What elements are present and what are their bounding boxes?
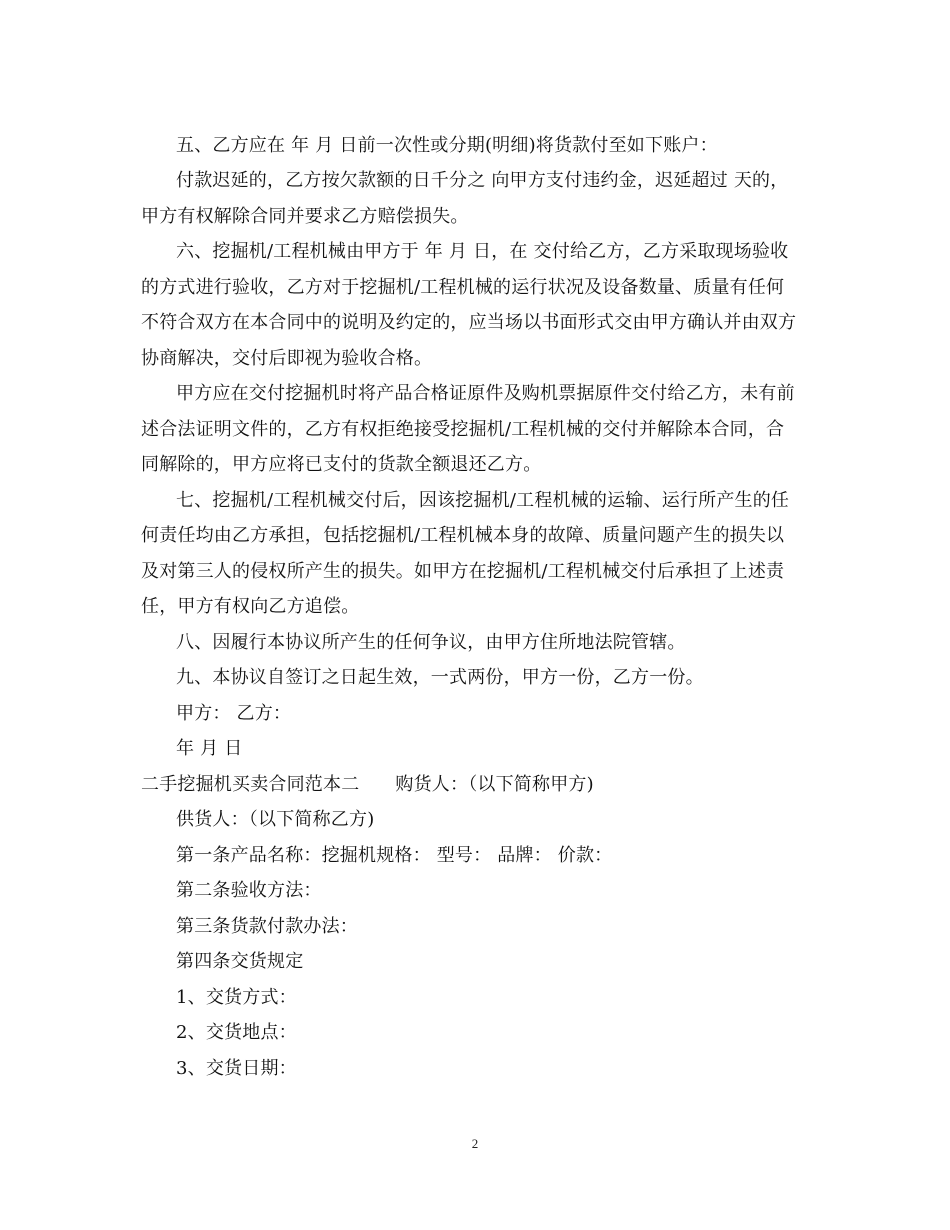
delivery-date: 3、交货日期： <box>176 1058 297 1079</box>
article-4: 第四条交货规定 <box>176 951 304 972</box>
clause-5-line-3: 甲方有权解除合同并要求乙方赔偿损失。 <box>141 206 469 227</box>
delivery-method: 1、交货方式： <box>176 987 297 1008</box>
delivery-docs-line-2: 述合法证明文件的，乙方有权拒绝接受挖掘机/工程机械的交付并解除本合同，合 <box>141 419 785 440</box>
clause-6-line-3: 不符合双方在本合同中的说明及约定的，应当场以书面形式交由甲方确认并由双方 <box>141 312 797 333</box>
clause-7-line-2: 何责任均由乙方承担，包括挖掘机/工程机械本身的故障、质量问题产生的损失以 <box>141 525 785 546</box>
contract-two-title: 二手挖掘机买卖合同范本二 <box>141 774 360 795</box>
delivery-docs-line-1: 甲方应在交付挖掘机时将产品合格证原件及购机票据原件交付给乙方，未有前 <box>176 383 795 404</box>
article-2: 第二条验收方法： <box>176 880 322 901</box>
delivery-location: 2、交货地点： <box>176 1022 297 1043</box>
article-1: 第一条产品名称：挖掘机规格： 型号： 品牌： 价款： <box>176 845 613 866</box>
clause-8: 八、因履行本协议所产生的任何争议，由甲方住所地法院管辖。 <box>176 632 686 653</box>
clause-6-line-1: 六、挖掘机/工程机械由甲方于 年 月 日，在 交付给乙方，乙方采取现场验收 <box>176 241 789 262</box>
clause-9: 九、本协议自签订之日起生效，一式两份，甲方一份，乙方一份。 <box>176 667 704 688</box>
signature-parties: 甲方： 乙方： <box>176 703 292 724</box>
clause-7-line-1: 七、挖掘机/工程机械交付后，因该挖掘机/工程机械的运输、运行所产生的任 <box>176 490 790 511</box>
clause-6-line-2: 的方式进行验收，乙方对于挖掘机/工程机械的运行状况及设备数量、质量有任何 <box>141 277 785 298</box>
clause-5-line-1: 五、乙方应在 年 月 日前一次性或分期(明细)将货款付至如下账户： <box>176 135 718 156</box>
clause-5-line-2: 付款迟延的，乙方按欠款额的日千分之 向甲方支付违约金，迟延超过 天的， <box>176 170 789 191</box>
signature-date: 年 月 日 <box>176 738 243 759</box>
delivery-docs-line-3: 同解除的，甲方应将已支付的货款全额退还乙方。 <box>141 454 542 475</box>
seller-line: 供货人：（以下简称乙方) <box>176 809 375 830</box>
buyer-line: 购货人：（以下简称甲方) <box>395 774 594 795</box>
contract-two-heading <box>141 773 594 797</box>
article-3: 第三条货款付款办法： <box>176 916 358 937</box>
clause-7-line-4: 任，甲方有权向乙方追偿。 <box>141 596 360 617</box>
clause-6-line-4: 协商解决，交付后即视为验收合格。 <box>141 348 433 369</box>
clause-7-line-3: 及对第三人的侵权所产生的损失。如甲方在挖掘机/工程机械交付后承担了上述责 <box>141 561 785 582</box>
page-number: 2 <box>471 1136 479 1151</box>
